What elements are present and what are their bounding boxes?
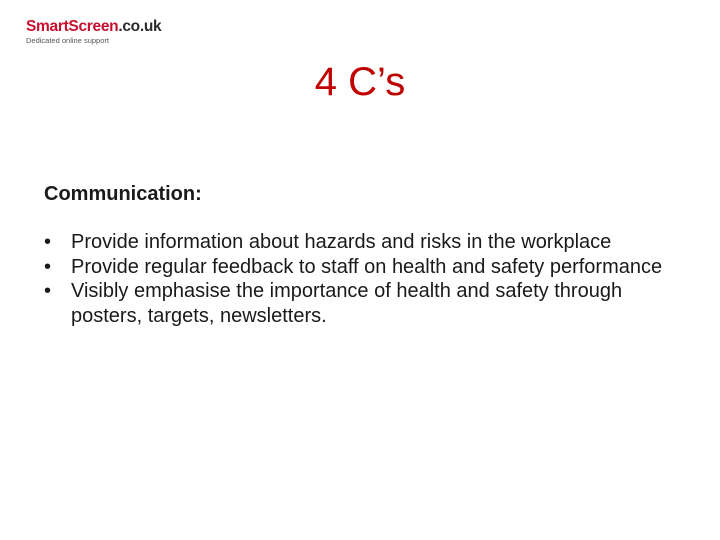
- section-heading: Communication:: [44, 183, 202, 205]
- slide-title: [0, 58, 720, 106]
- slide-title-text: 4 C’s: [314, 60, 406, 104]
- logo-brand: SmartScreen: [26, 18, 119, 35]
- logo-domain: .co.uk: [118, 18, 162, 35]
- bullet-item: [44, 255, 684, 280]
- bullet-item: [44, 230, 684, 255]
- bullet-item: [44, 279, 684, 328]
- bullet-text: Visibly emphasise the importance of health and safety through posters, targets, newsletters.: [71, 280, 623, 327]
- bullet-marker: •: [44, 231, 52, 253]
- bullet-list: [44, 230, 684, 328]
- bullet-text: Provide information about hazards and risks in the workplace: [71, 231, 612, 253]
- bullet-marker: •: [44, 280, 52, 302]
- logo-wordmark: [26, 19, 161, 35]
- bullet-text: Provide regular feedback to staff on health and safety performance: [71, 255, 663, 278]
- smartscreen-logo: [26, 19, 161, 44]
- logo-tagline: Dedicated online support: [26, 35, 109, 45]
- bullet-marker: •: [44, 255, 52, 278]
